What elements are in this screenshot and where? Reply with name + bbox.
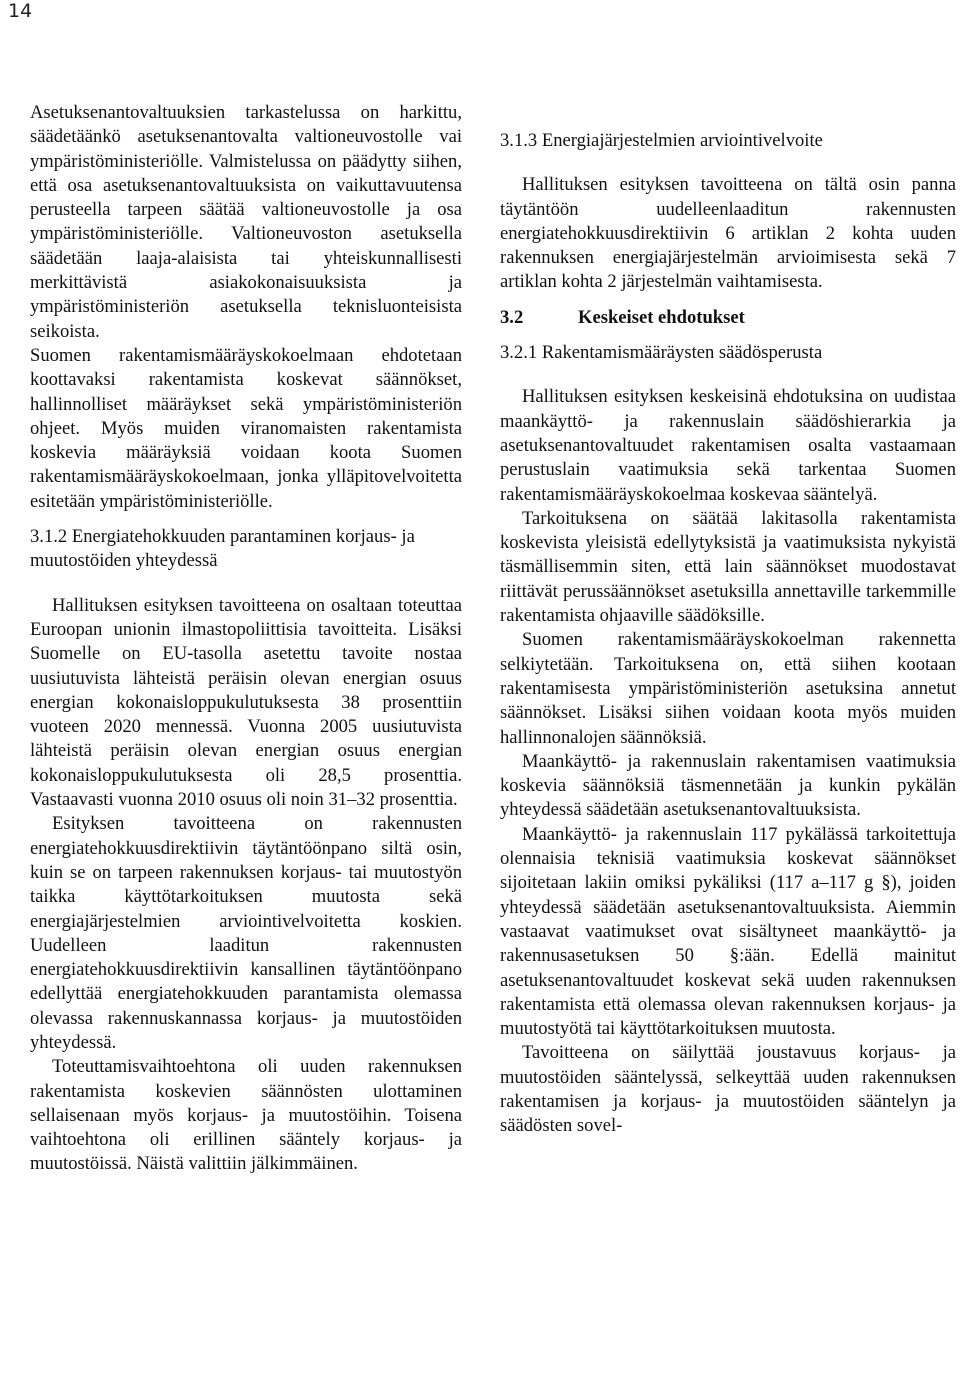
paragraph: Hallituksen esityksen tavoitteena on osaltaan toteuttaa Euroopan unionin ilmastopoliittisia tavoitteita. Lisäksi Suomelle on EU-tasolla asetettu tavoite nostaa uusiutuvista lähteistä peräisin olevan energian osuus energian kokonaisloppukulutuksesta 38 prosenttiin vuoteen 2020 mennessä. Vuonna 2005 uusiutuvista lähteistä peräisin olevan energian osuus energian kokonaisloppukulutuksesta oli 28,5 prosenttia. Vastaavasti vuonna 2010 osuus oli noin 31–32 prosenttia. [30,594,462,811]
paragraph: Tarkoituksena on säätää lakitasolla rakentamista koskevista yleisistä edellytyksistä ja vaatimuksista nykyistä täsmällisemmin siten, että lain säännökset muodostavat riittävät perussäännökset asetuksilla annettaville tarkemmille rakentamista ohjaaville säädöksille. [500,507,956,627]
paragraph: Suomen rakentamismääräyskokoelmaan ehdotetaan koottavaksi rakentamista koskevat säännökset, hallinnolliset määräykset sekä ympäristöministeriön ohjeet. Myös muiden viranomaisten rakentamista koskevia määräyksiä voidaan koota Suomen rakentamismääräyskokoelmaan, jonka ylläpitovelvoitetta esitetään ympäristöministeriölle. [30,344,462,512]
right-column [500,129,956,1139]
heading-title: Keskeiset ehdotukset [578,306,745,328]
paragraph: Asetuksenantovaltuuksien tarkastelussa on harkittu, säädetäänkö asetuksenantovalta valtioneuvostolle vai ympäristöministeriölle. Valmistelussa on päädytty siihen, että osa asetuksenantovaltuuksista on vaikuttavuutensa perusteella tarpeen säätää valtioneuvostolle ja osa ympäristöministeriölle. Valtioneuvoston asetuksella säädetään laaja-alaisista tai yhteiskunnallisesti merkittävistä asiakokonaisuuksista ja ympäristöministeriön asetuksella teknisluonteisista seikoista. [30,102,462,342]
paragraph: Tavoitteena on säilyttää joustavuus korjaus- ja muutostöiden sääntelyssä, selkeyttää uuden rakennuksen rakentamisen ja korjaus- ja muutostöiden sääntelyn ja säädösten sovel- [500,1042,956,1137]
paragraph: Maankäyttö- ja rakennuslain rakentamisen vaatimuksia koskevia säännöksiä täsmennetään ja kunkin pykälän yhteydessä säädetään asetuksenantovaltuuksista. [500,750,956,821]
section-heading-3-1-2: 3.1.2 Energiatehokkuuden parantaminen korjaus- ja muutostöiden yhteydessä [30,526,415,572]
heading-number: 3.2 [500,306,524,328]
paragraph: Maankäyttö- ja rakennuslain 117 pykälässä tarkoitettuja olennaisia teknisiä vaatimuksia koskevat säännökset sijoitetaan lakiin omiksi pykäliksi (117 a–117 g §), joiden yhteydessä säädetään asetuksenantovaltuuksista. Aiemmin vastaavat vaatimukset ovat sisältyneet maankäyttö- ja rakennusasetuksen 50 §:ään. Edellä mainitut asetuksenantovaltuudet koskevat sekä uuden rakennuksen rakentamista että olemassa olevan rakennuksen korjaus- ja muutostyötä tai käyttötarkoituksen muutosta. [500,823,956,1040]
page-number: 14 [8,0,33,22]
section-heading-3-2 [500,306,956,330]
paragraph: Suomen rakentamismääräyskokoelman rakennetta selkiytetään. Tarkoituksena on, että siihen kootaan rakentamisesta ympäristöministeriön asetuksina annetut säännökset. Lisäksi siihen voidaan koota myös muiden hallinnonalojen säännöksiä. [500,629,956,748]
paragraph: Hallituksen esityksen tavoitteena on tältä osin panna täytäntöön uudelleenlaaditun rakennusten energiatehokkuusdirektiivin 6 artiklan 2 kohta uuden rakennuksen energiajärjestelmän arvioimisesta sekä 7 artiklan kohta 2 järjestelmän vaihtamisesta. [500,174,956,293]
paragraph: Hallituksen esityksen keskeisinä ehdotuksina on uudistaa maankäyttö- ja rakennuslain säädöshierarkia ja asetuksenantovaltuudet rakentamisen osalta vastaamaan perustuslain vaatimuksia sekä tarkentaa Suomen rakentamismääräyskokoelmaa koskevaa sääntelyä. [500,386,956,505]
section-heading-3-1-3: 3.1.3 Energiajärjestelmien arviointivelvoite [500,130,823,151]
section-heading-3-2-1: 3.2.1 Rakentamismääräysten säädösperusta [500,342,823,364]
left-column [30,101,462,1177]
paragraph: Toteuttamisvaihtoehtona oli uuden rakennuksen rakentamista koskevien säännösten ulottaminen sellaisenaan myös korjaus- ja muutostöihin. Toisena vaihtoehtona oli erillinen sääntely korjaus- ja muutostöissä. Näistä valittiin jälkimmäinen. [30,1056,462,1175]
paragraph: Esityksen tavoitteena on rakennusten energiatehokkuusdirektiivin täytäntöönpano siltä osin, kuin se on tarpeen rakennuksen korjaus- tai muutostyön taikka käyttötarkoituksen muutosta sekä energiajärjestelmien arviointivelvoitetta koskien. Uudelleen laaditun rakennusten energiatehokkuusdirektiivin kansallinen täytäntöönpano edellyttää energiatehokkuuden parantamista olemassa olevassa rakennuskannassa korjaus- ja muutostöiden yhteydessä. [30,813,462,1053]
